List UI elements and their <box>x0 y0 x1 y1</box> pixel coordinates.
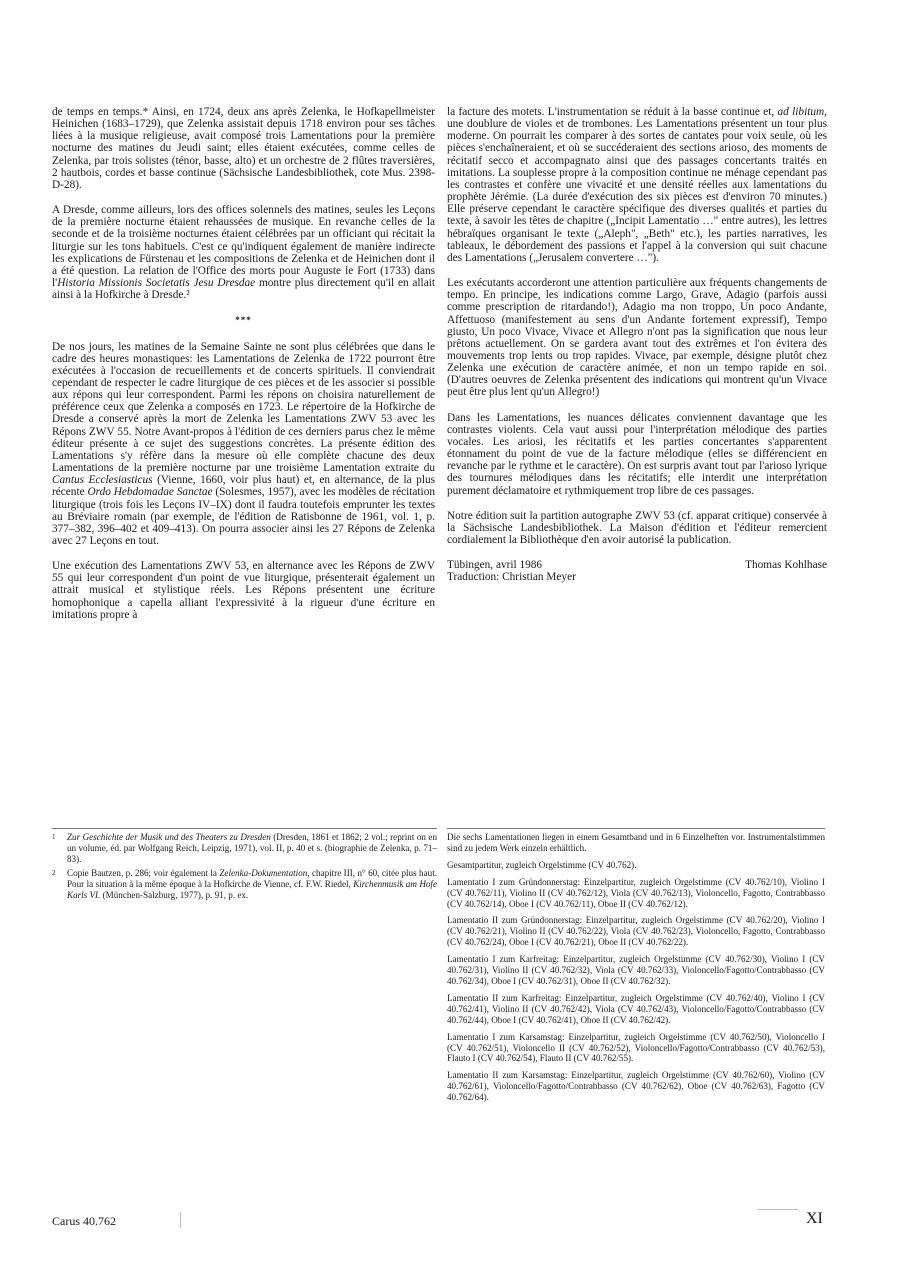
footnote <box>52 868 437 901</box>
footnote-text <box>67 868 437 901</box>
footer-divider <box>180 1212 181 1228</box>
italic-title: Historia Missionis Societatis Jesu Dresdae <box>57 277 256 290</box>
text-run: (Vienne, 1660, voir plus haut) et, en alternance, de la plus récente <box>52 474 435 499</box>
footnote-text <box>67 832 437 865</box>
italic-title: Zelenka-Dokumentation, <box>219 867 310 878</box>
paragraph: Notre édition suit la partition autographe ZWV 53 (cf. apparat critique) conservée à la Sächsische Landesbibliothek. La Maison d'édition et l'éditeur remercient cordialement la Bibliothèque d'en avoir autorisé la publication. <box>447 509 827 546</box>
page-number: XI <box>806 1210 823 1227</box>
edition-note: Lamentatio I zum Karfreitag: Einzelpartitur, zugleich Orgelstimme (CV 40.762/30), Violino I (CV 40.762/31), Violino II (CV 40.762/32), Viola (CV 40.762/33), Violoncello/Fagotto/Contrabbasso (CV 40.762/34), Oboe I (CV 40.762/31), Oboe II (CV 40.762/32). <box>447 954 825 986</box>
publisher-reference: Carus 40.762 <box>52 1214 116 1228</box>
italic-title: Cantus Ecclesiasticus <box>52 474 153 487</box>
paragraph <box>52 341 435 548</box>
edition-note: Gesamtpartitur, zugleich Orgelstimme (CV 40.762). <box>447 859 637 870</box>
section-separator: *** <box>235 315 252 326</box>
place-date: Tübingen, avril 1986 <box>447 559 543 572</box>
paragraph <box>52 204 435 301</box>
edition-note: Lamentatio II zum Karsamstag: Einzelpartitur, zugleich Orgelstimme (CV 40.762/60), Violino (CV 40.762/61), Violoncello/Fagotto/Contrabbasso (CV 40.762/62), Oboe (CV 40.762/63), Fagotto (CV 40.762/64). <box>447 1070 825 1103</box>
translation-credit: Traduction: Christian Meyer <box>447 571 576 584</box>
footnote-number: 1 <box>52 833 56 841</box>
text-run: chapitre III, n° 60, citée plus haut. Pour la situation à la même époque à la Hofkirche de Vienne, cf. F.W. Riedel, <box>67 867 437 889</box>
signature-line <box>447 559 827 571</box>
footnotes-right <box>447 828 825 1109</box>
footnote-number: 2 <box>52 868 56 877</box>
italic-title: Kirchenmusik am Hofe Karls VI. <box>67 878 437 900</box>
paragraph: Une exécution des Lamentations ZWV 53, en alternance avec les Répons de ZWV 55 qui leur correspondent d'un point de vue liturgique, présenterait également un attrait musical et stylistique réels. Les Répons présentent une écriture homophonique a capella alliant l'expressivité à la rigueur d'une écriture en imitations propre à <box>52 560 435 621</box>
author-name: Thomas Kohlhase <box>745 559 827 572</box>
paragraph: Les exécutants accorderont une attention particulière aux fréquents changements de tempo. En principe, les indications comme Largo, Grave, Adagio (parfois aussi comme prescription de ritardando!), Adagio ma non troppo, Un poco Andante, Affettuoso (manifestement au sens d'un Andante fortement expressif), Tempo giusto, Un poco Vivace, Vivace et Allegro n'ont pas la signification que nous leur prêtons actuellement. On se gardera avant tout des extrêmes et l'on évitera des mouvements trop lents ou trop rapides. Vivace, par exemple, désigne plutôt chez Zelenka une exécution de caractère animée, et non un tempo rapide en soi. (D'autres oeuvres de Zelenka présentent des indications qui montrent qu'un Vivace peut être plus lent qu'un Allegro!) <box>447 277 827 399</box>
edition-note: Lamentatio I zum Karsamstag: Einzelpartitur, zugleich Orgelstimme (CV 40.762/50), Violoncello I (CV 40.762/51), Violoncello II (CV 40.762/52), Violoncello/Fagotto/Contrabbasso (CV 40.762/53), Flauto I (CV 40.762/54), Flauto II (CV 40.762/55). <box>447 1031 825 1064</box>
italic-title: Zur Geschichte der Musik und des Theaters zu Dresden <box>67 832 271 842</box>
left-text-column <box>52 106 435 634</box>
footer-divider <box>758 1209 798 1210</box>
text-run: montre plus directement qu'il en allait ainsi à la Hofkirche à Dresde.² <box>52 277 435 302</box>
footnotes-left <box>52 828 437 900</box>
edition-note: Lamentatio I zum Gründonnerstag: Einzelpartitur, zugleich Orgelstimme (CV 40.762/10), Violino I (CV 40.762/11), Violino II (CV 40.762/12), Viola (CV 40.762/13), Violoncello, Fagotto, Contrabbasso (CV 40.762/14), Oboe I (CV 40.762/11), Oboe II (CV 40.762/12). <box>447 876 825 909</box>
italic-term: ad libitum <box>777 106 825 118</box>
paragraph <box>447 106 827 264</box>
edition-note: Lamentatio II zum Gründonnerstag: Einzelpartitur, zugleich Orgelstimme (CV 40.762/20), Violino I (CV 40.762/21), Violino II (CV 40.762/22), Viola (CV 40.762/23), Violoncello, Fagotto, Contrabbasso (CV 40.762/24), Oboe I (CV 40.762/21), Oboe II (CV 40.762/22). <box>447 915 825 948</box>
footnote <box>52 832 437 865</box>
paragraph: Dans les Lamentations, les nuances délicates conviennent davantage que les contrastes violents. Cela vaut aussi pour l'interprétation mélodique des parties vocales. Les ariosi, les récitatifs et les parties concertantes s'apparentent étonnament du point de vue de la facture mélodique (elles se différencient en revanche par le rythme et le caractère). On est surpris avant tout par l'arioso lyrique des tournures mélodiques dans les récitatifs; elle interdit une interprétation purement déclamatoire et rythmiquement trop libre de ces passages. <box>447 411 827 497</box>
edition-note: Lamentatio II zum Karfreitag: Einzelpartitur, zugleich Orgelstimme (CV 40.762/40), Violino I (CV 40.762/41), Violino II (CV 40.762/42), Viola (CV 40.762/43), Violoncello/Fagotto/Contrabbasso (CV 40.762/44), Oboe I (CV 40.762/41), Oboe II (CV 40.762/42). <box>447 992 825 1025</box>
text-run: A Dresde, comme ailleurs, lors des offices solennels des matines, seules les Leçons de la première nocturne étaient rehaussées de musique. En revanche celles de la seconde et de la troisième nocturnes étaient célébrées par un officiant qui récitait la liturgie sur les tons habituels. C'est ce qu'indiquent également de manière indirecte les explications de Fürstenau et les compositions de Zelenka et de Heinichen dont il a été question. La relation de l'Office des morts pour Auguste le Fort (1733) dans l' <box>52 204 435 290</box>
paragraph: de temps en temps.* Ainsi, en 1724, deux ans après Zelenka, le Hofkapellmeister Heinichen (1683–1729), que Zelenka assistait depuis 1718 environ pour ses tâches liées à la musique religieuse, avait composé trois Lamentations pour la première nocturne des matines du Jeudi saint; elles étaient exécutées, comme celles de Zelenka, par trois solistes (ténor, basse, alto) et un orchestre de 2 flûtes traversières, 2 hautbois, cordes et basse continue (Sächsische Landesbibliothek, cote Mus. 2398-D-28). <box>52 106 435 191</box>
right-text-column <box>447 106 827 583</box>
text-run: (Solesmes, 1957), avec les modèles de récitation liturgique (trois fois les Leçons IV–IX) dont il faudra toutefois emprunter les textes au Bréviaire romain (par exemple, de l'édition de Ratisbonne de 1961, vol. 1, p. 377–382, 396–402 et 409–413). On pourra associer ainsi les 27 Répons de Zelenka avec 27 Leçons en tout. <box>52 486 435 547</box>
italic-title: Ordo Hebdomadae Sanctae <box>87 486 213 499</box>
text-run: (Dresden, 1861 et 1862; 2 vol.; reprint on en un volume, éd. par Wolfgang Reich, Leipzig, 1971), vol. II, p. 40 et s. (biographie de Zelenka, p. 71–83). <box>67 832 437 864</box>
text-run: De nos jours, les matines de la Semaine Sainte ne sont plus célébrées que dans le cadre des heures monastiques: les Lamentations de Zelenka de 1722 pourront être exécutées à l'occasion de recueillements et de concerts spirituels. Il conviendrait cependant de respecter le cadre liturgique de ces pièces et de les associer si possible aux répons qui leur correspondent. Parmi les répons on choisira naturellement de préférence ceux que Zelenka a composés en 1723. Le répertoire de la Hofkirche de Dresde a conservé après la mort de Zelenka les Lamentations ZWV 53 avec les Répons ZWV 55. Notre Avant-propos à l'édition de ces derniers parus chez le même éditeur présente à ce sujet des suggestions concrètes. La présente édition des Lamentations s'y réfère dans la mesure où elle complète chacune des deux Lamentations de la première nocturne par une troisième Lamentation extraite du <box>52 340 435 475</box>
text-run: la facture des motets. L'instrumentation se réduit à la basse continue et, <box>447 106 778 118</box>
text-run: Copie Bautzen, p. 286; voir également la <box>67 867 220 878</box>
edition-note: Die sechs Lamentationen liegen in einem Gesamtband und in 6 Einzelheften vor. Instrumentalstimmen sind zu jedem Werk einzeln erhältlich. <box>447 832 825 853</box>
text-run: (München-Salzburg, 1977), p. 91, p. ex. <box>100 889 249 900</box>
text-run: , une doublure de violes et de trombones. Les Lamentations présentent un tour plus moderne. On pourrait les comparer à des sortes de cantates pour voix seule, où les pièces s'enchaîneraient, et où se succéderaient des sections arioso, des moments de récitatif secco et accompagnato ainsi que des passages concertants traités en imitations. La souplesse propre à la composition continue ne ménage cependant pas les contrastes et confère une vivacité et une densité réelles aux lamentations du prophète Jérémie. (La durée d'exécution des six pièces est d'environ 70 minutes.) Elle préserve cependant le caractère spécifique des diverses qualités et parties du texte, à savoir les têtes de chapitre („Incipit Lamentatio …" entre autres), les lettres hébraïques organisant le texte („Aleph", „Beth" etc.), les parties narratives, les tableaux, le débordement des passions et l'appel à la conversion qui suit chacune des Lamentations („Jerusalem convertere …"). <box>447 106 827 264</box>
